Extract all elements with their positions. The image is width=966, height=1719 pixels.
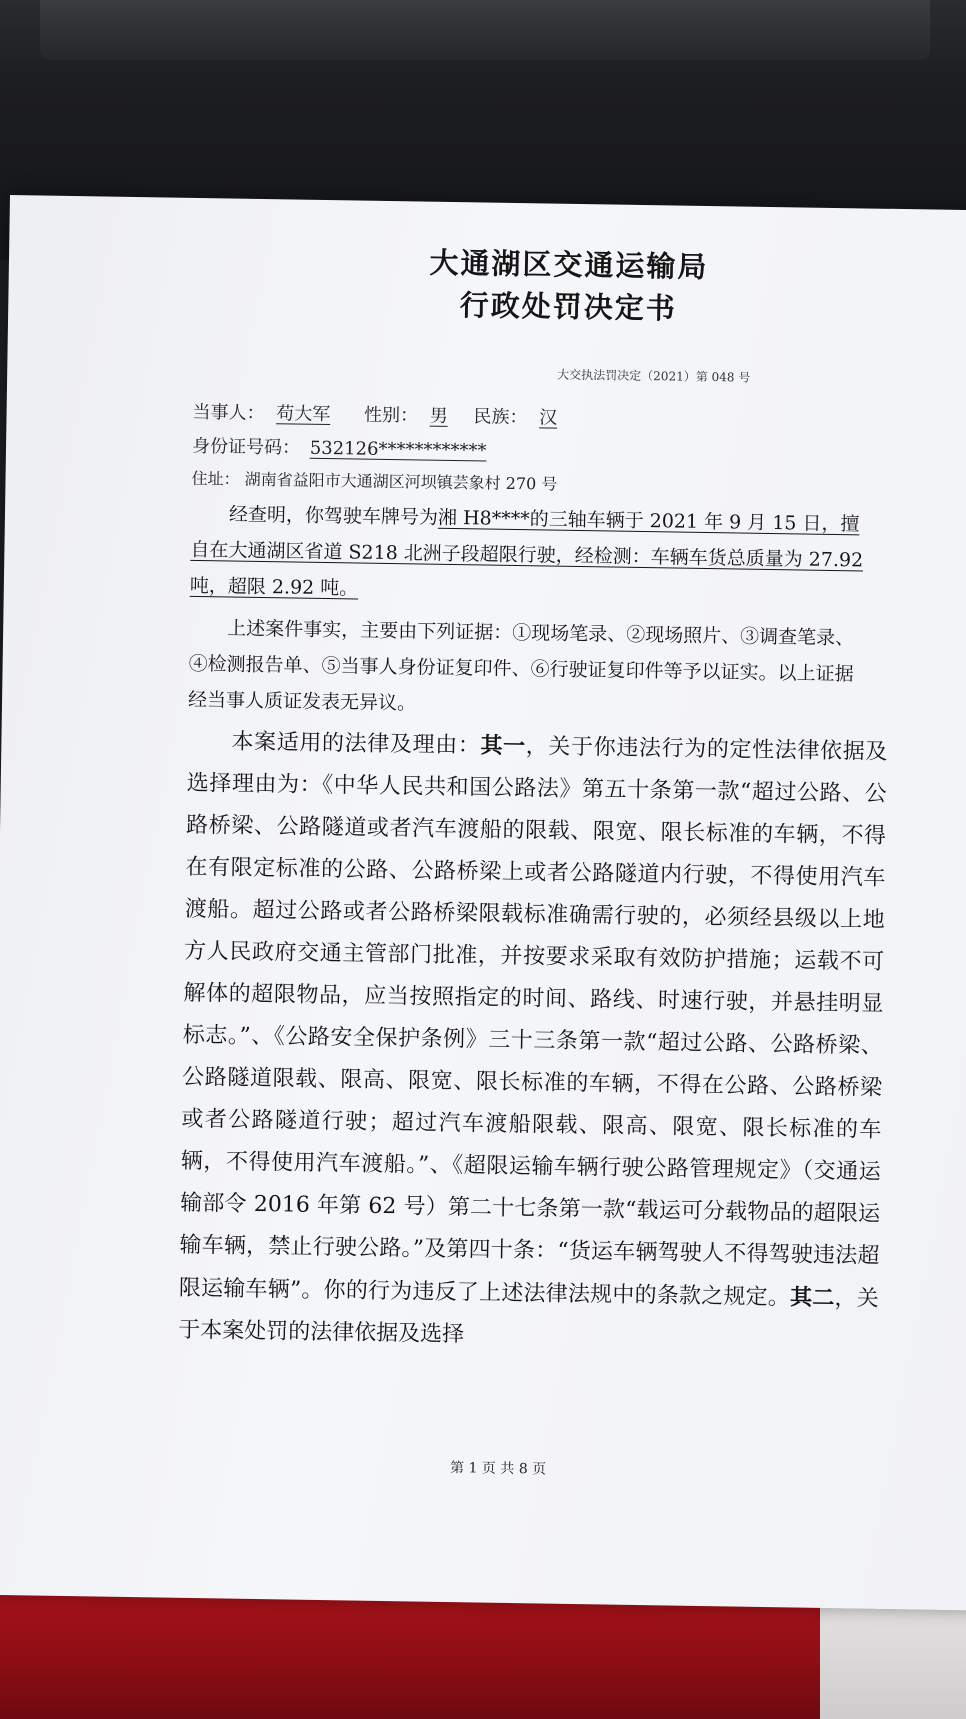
gender-label: 性别： (363, 404, 419, 427)
document-title (208, 238, 929, 333)
law-paragraph (178, 720, 888, 1363)
address-value: 湖南省益阳市大通湖区河坝镇芸象村 270 号 (244, 469, 558, 494)
address-label: 住址： (191, 468, 240, 489)
title-line-2: 行政处罚决定书 (459, 288, 678, 326)
fact-details: 湘 H8****的三轴车辆于 2021 年 9 月 15 日，擅自在大通湖区省道 S218 北洲子段超限行驶，经检测：车辆车货总质量为 27.92 吨，超限 2.92 吨。 (189, 506, 864, 600)
address-row (191, 466, 557, 495)
page-footer: 第 1 页 共 8 页 (449, 1460, 547, 1478)
keyboard-edge (40, 0, 930, 60)
ethnicity-value: 汉 (539, 407, 558, 429)
law-second-label: 其二 (789, 1284, 835, 1312)
id-row (192, 432, 487, 463)
law-first-label: 其一 (480, 732, 526, 760)
law-intro: 本案适用的法律及理由： (231, 729, 481, 759)
ethnicity-label: 民族： (473, 406, 528, 429)
id-label: 身份证号码： (191, 435, 301, 459)
party-name: 苟大军 (276, 403, 331, 426)
gender-value: 男 (429, 405, 448, 427)
document-number: 大交执法罚决定（2021）第 048 号 (557, 367, 751, 385)
party-row (192, 398, 563, 430)
document-content (168, 238, 929, 1478)
fact-paragraph (190, 496, 872, 615)
law-body: ，关于你违法行为的定性法律依据及选择理由为：《中华人民共和国公路法》第五十条第一款“超过公路、公路桥梁、公路隧道或者汽车渡船的限载、限宽、限长标准的车辆，不得在有限定标准的公路、公路桥梁上或者公路隧道内行驶，不得使用汽车渡船。超过公路或者公路桥梁限载标准确需行驶的，必须经县级以上地方人民政府交通主管部门批准，并按要求采取有效防护措施；运载不可解体的超限物品，应当按照指定的时间、路线、时速行驶，并悬挂明显标志。”、《公路安全保护条例》三十三条第一款“超过公路、公路桥梁、公路隧道限载、限高、限宽、限长标准的车辆，不得在公路、公路桥梁或者公路隧道行驶；超过汽车渡船限载、限高、限宽、限长标准的车辆，不得使用汽车渡船。”、《超限运输车辆行驶公路管理规定》（交通运输部令 2016 年第 62 号）第二十七条第一款“载运可分载物品的超限运输车辆，禁止行驶公路。”及第四十条：“货运车辆驾驶人不得驾驶违法超限运输车辆”。你的行为违反了上述法律法规中的条款之规定。 (178, 734, 888, 1311)
title-line-1: 大通湖区交通运输局 (429, 245, 709, 284)
id-value: 532126************ (309, 437, 487, 462)
law-tail: ，关于本案处罚的法律依据及选择 (177, 1286, 879, 1348)
fact-intro: 经查明，你驾驶车牌号为 (228, 503, 439, 529)
evidence-paragraph: 上述案件事实，主要由下列证据：①现场笔录、②现场照片、③调查笔录、④检测报告单、⑤当事人身份证复印件、⑥行驶证复印件等予以证实。以上证据经当事人质证发表无异议。 (187, 617, 855, 715)
table-surface (820, 1600, 966, 1719)
document-page (0, 195, 966, 1611)
party-label: 当事人： (192, 401, 265, 425)
